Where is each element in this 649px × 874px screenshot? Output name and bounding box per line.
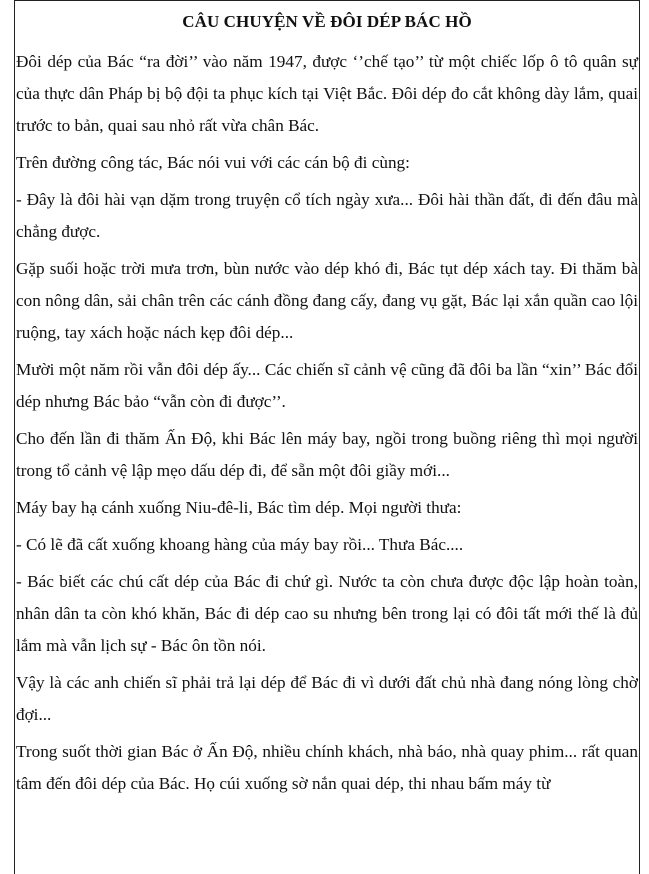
paragraph-7: Máy bay hạ cánh xuống Niu-đê-li, Bác tìm dép. Mọi người thưa: <box>16 498 462 517</box>
paragraph-1: Đôi dép của Bác “ra đời’’ vào năm 1947, được ‘’chế tạo’’ từ một chiếc lốp ô tô quân sự của thực dân Pháp bị bộ đội ta phục kích tại Việt Bắc. Đôi dép đo cắt không dày lắm, quai trước to bản, quai sau nhỏ rất vừa chân Bác. <box>16 52 638 135</box>
paragraph-6: Cho đến lần đi thăm Ấn Độ, khi Bác lên máy bay, ngồi trong buồng riêng thì mọi người trong tổ cảnh vệ lập mẹo dấu dép đi, để sẵn một đôi giầy mới... <box>16 429 638 480</box>
paragraph-10: Vậy là các anh chiến sĩ phải trả lại dép để Bác đi vì dưới đất chủ nhà đang nóng lòng chờ đợi... <box>16 673 638 724</box>
paragraph-4: Gặp suối hoặc trời mưa trơn, bùn nước vào dép khó đi, Bác tụt dép xách tay. Đi thăm bà con nông dân, sải chân trên các cánh đồng đang cấy, đang vụ gặt, Bác lại xắn quần cao lội ruộng, tay xách hoặc nách kẹp đôi dép... <box>16 259 638 342</box>
paragraph-2: Trên đường công tác, Bác nói vui với các cán bộ đi cùng: <box>16 153 410 172</box>
paragraph-9: - Bác biết các chú cất dép của Bác đi chứ gì. Nước ta còn chưa được độc lập hoàn toàn, nhân dân ta còn khó khăn, Bác đi dép cao su nhưng bên trong lại có đôi tất mới thế là đủ lắm mà vẫn lịch sự - Bác ôn tồn nói. <box>16 572 638 655</box>
document-page <box>14 0 640 874</box>
document-title: CÂU CHUYỆN VỀ ĐÔI DÉP BÁC HỒ <box>182 12 472 31</box>
paragraph-3: - Đây là đôi hài vạn dặm trong truyện cổ tích ngày xưa... Đôi hài thần đất, đi đến đâu mà chẳng được. <box>16 190 638 241</box>
paragraph-5: Mười một năm rồi vẫn đôi dép ấy... Các chiến sĩ cảnh vệ cũng đã đôi ba lần “xin’’ Bác đổi dép nhưng Bác bảo “vẫn còn đi được’’. <box>16 360 638 411</box>
paragraph-8: - Có lẽ đã cất xuống khoang hàng của máy bay rồi... Thưa Bác.... <box>16 535 464 554</box>
paragraph-11: Trong suốt thời gian Bác ở Ấn Độ, nhiều chính khách, nhà báo, nhà quay phim... rất quan tâm đến đôi dép của Bác. Họ cúi xuống sờ nắn quai dép, thi nhau bấm máy từ <box>16 742 638 793</box>
